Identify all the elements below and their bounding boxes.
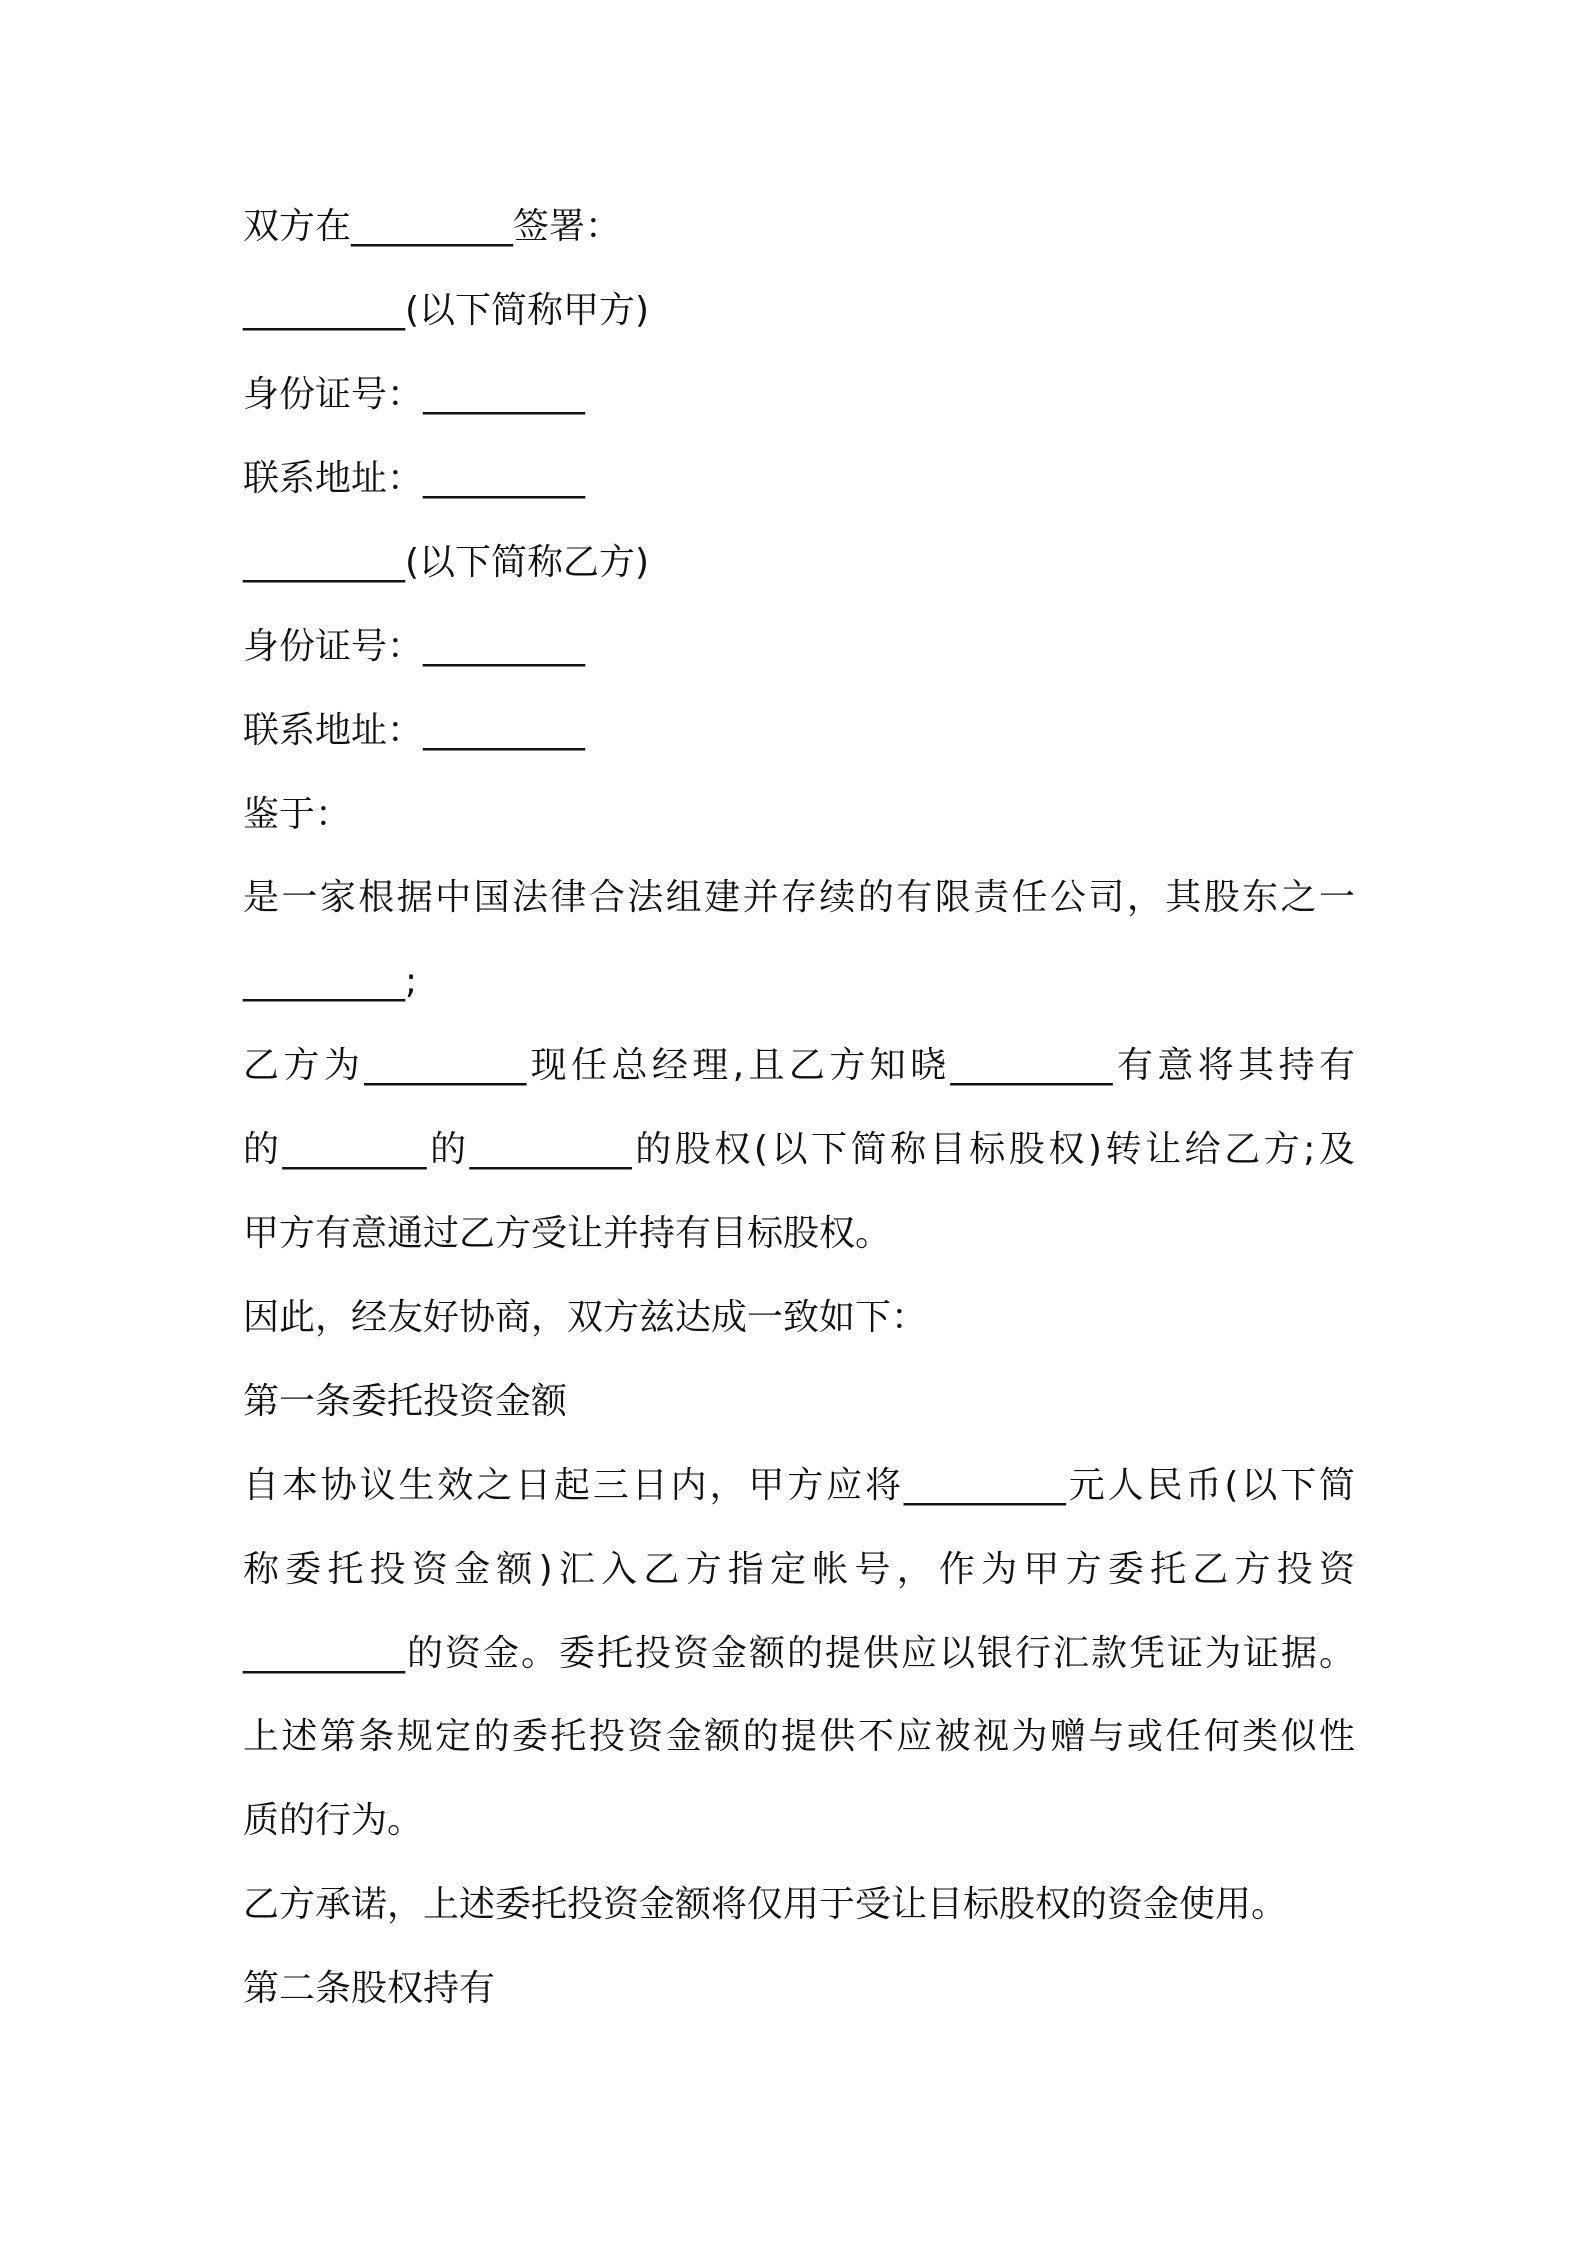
recital-line-4: 的________的_________的股权(以下简称目标股权)转让给乙方;及 (243, 1129, 1355, 1170)
agreement-intro: 因此，经友好协商，双方兹达成一致如下： (243, 1297, 928, 1338)
party-a-address-line: 联系地址：_________ (243, 458, 586, 499)
whereas-heading: 鉴于： (243, 794, 352, 835)
recital-line-5: 甲方有意通过乙方受让并持有目标股权。 (243, 1213, 892, 1254)
party-a-id-line: 身份证号：_________ (243, 374, 586, 415)
article-1-line-5: 质的行为。 (243, 1800, 424, 1841)
article-2-heading: 第二条股权持有 (243, 1968, 496, 2009)
recital-line-3: 乙方为_________现任总经理,且乙方知晓_________有意将其持有 (243, 1045, 1355, 1086)
article-1-line-3: _________的资金。委托投资金额的提供应以银行汇款凭证为证据。 (243, 1633, 1355, 1674)
party-b-address-line: 联系地址：_________ (243, 710, 586, 751)
article-1-line-4: 上述第条规定的委托投资金额的提供不应被视为赠与或任何类似性 (243, 1716, 1355, 1757)
recital-line-2: _________; (243, 961, 418, 1002)
party-b-name-line: _________(以下简称乙方) (243, 542, 650, 583)
party-b-id-line: 身份证号：_________ (243, 626, 586, 667)
article-1-heading: 第一条委托投资金额 (243, 1381, 568, 1422)
article-1-line-2: 称委托投资金额)汇入乙方指定帐号，作为甲方委托乙方投资 (243, 1549, 1355, 1590)
article-1-line-1: 自本协议生效之日起三日内，甲方应将_________元人民币(以下简 (243, 1465, 1355, 1506)
recital-line-1: 是一家根据中国法律合法组建并存续的有限责任公司，其股东之一 (243, 877, 1355, 918)
signing-place-line: 双方在_________签署： (243, 206, 622, 247)
article-1-line-6: 乙方承诺，上述委托投资金额将仅用于受让目标股权的资金使用。 (243, 1884, 1288, 1925)
party-a-name-line: _________(以下简称甲方) (243, 290, 650, 331)
